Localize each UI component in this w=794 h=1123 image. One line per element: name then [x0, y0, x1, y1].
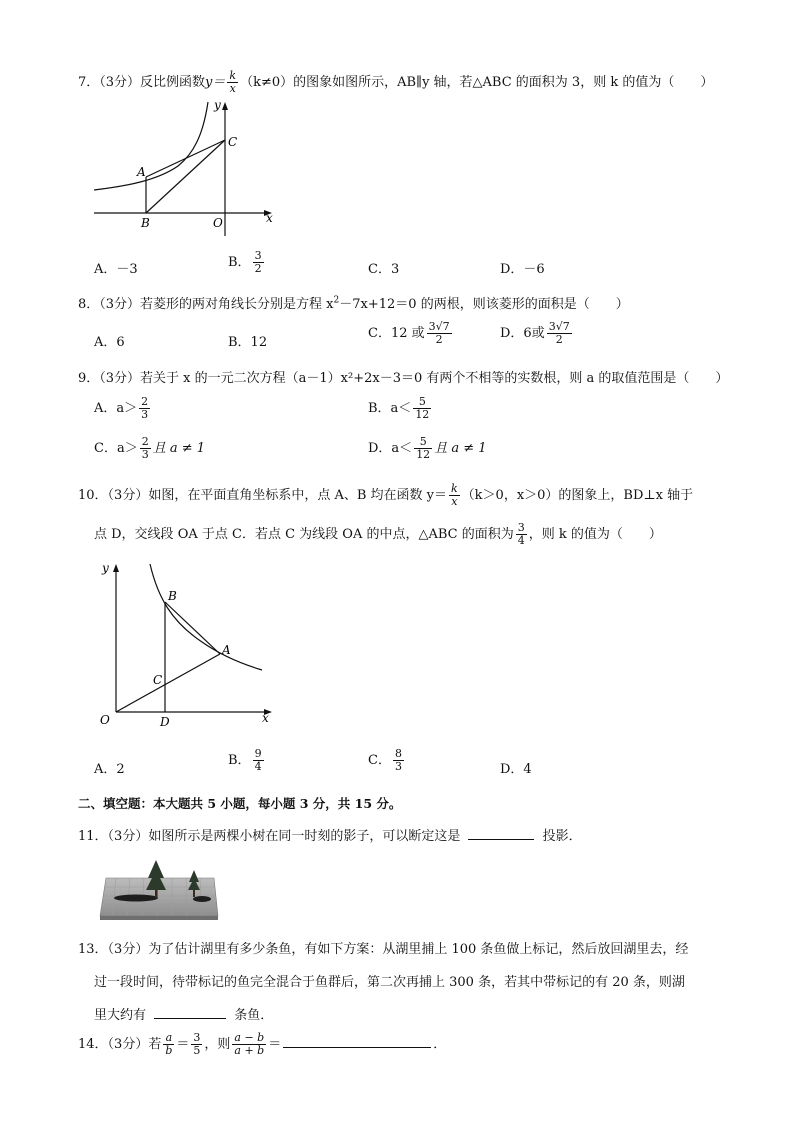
- q7-y-arrow: [222, 102, 228, 110]
- q10-label-x: x: [262, 711, 269, 725]
- q10-option-d[interactable]: D．4: [500, 762, 532, 777]
- q7-label-o: O: [213, 216, 223, 230]
- q10-segment-oa: [116, 654, 220, 712]
- q10-label-o: O: [100, 713, 110, 727]
- q7-option-d[interactable]: D．－6: [500, 262, 545, 277]
- q7-segment-ac: [146, 140, 225, 177]
- q7-label-b: B: [141, 216, 150, 230]
- q8-option-a[interactable]: A．6: [94, 335, 125, 350]
- section-fill-in-heading: 二、填空题：本大题共 5 小题，每小题 3 分，共 15 分。: [78, 796, 402, 811]
- q7-figure: [88, 96, 288, 244]
- q9-option-d[interactable]: D．a＜ $\frac{5}{12}$ 且 a ≠ 1: [368, 435, 487, 461]
- q9-option-a[interactable]: A．a＞ $\frac{2}{3}$: [94, 395, 149, 421]
- q9-option-b[interactable]: B．a＜ $\frac{5}{12}$: [368, 395, 430, 421]
- q14-answer-blank[interactable]: [283, 1035, 431, 1048]
- q7-option-a[interactable]: A．－3: [94, 262, 138, 277]
- q11-tree-left-icon: [146, 860, 166, 890]
- q8-option-b[interactable]: B．12: [228, 335, 268, 350]
- q10-option-a[interactable]: A．2: [94, 762, 125, 777]
- q7-label-y: y: [214, 98, 221, 112]
- q7-label-a: A: [137, 165, 146, 179]
- q9-stem: 9．（3分）若关于 x 的一元二次方程（a－1）x²+2x－3＝0 有两个不相等的实数根，则 a 的取值范围是（ ）: [78, 371, 729, 386]
- q10-label-b: B: [168, 589, 177, 603]
- q7-option-c[interactable]: C．3: [368, 262, 400, 277]
- q13-line2: 过一段时间，待带标记的鱼完全混合于鱼群后，第二次再捕上 300 条，若其中带标记的有 20 条，则湖: [94, 975, 685, 990]
- q7-label-c: C: [228, 135, 238, 149]
- q10-option-b[interactable]: B． $\frac{9}{4}$: [228, 747, 262, 773]
- q11-answer-blank[interactable]: [468, 827, 534, 840]
- q8-option-c[interactable]: C．12 或 $\frac{3√7}{2}$: [368, 320, 450, 346]
- q13-answer-blank[interactable]: [154, 1006, 226, 1019]
- q10-label-d: D: [160, 715, 170, 729]
- q13-line3: 里大约有 条鱼．: [94, 1008, 274, 1023]
- q11-ground-edge: [100, 916, 218, 920]
- q13-line1: 13．（3分）为了估计湖里有多少条鱼，有如下方案：从湖里捕上 100 条鱼做上标记，然后放回湖里去，经: [78, 942, 689, 957]
- q10-segment-ab: [165, 602, 220, 654]
- q10-option-c[interactable]: C． $\frac{8}{3}$: [368, 747, 402, 773]
- q7-stem: 7．（3分）反比例函数y＝ $\frac{k}{x}$ （k≠0）的图象如图所示，AB∥y 轴，若△ABC 的面积为 3，则 k 的值为（ ）: [78, 69, 714, 95]
- q10-label-y: y: [102, 561, 109, 575]
- q8-option-d[interactable]: D．6或 $\frac{3√7}{2}$: [500, 320, 570, 346]
- q11-shadow-left: [114, 895, 158, 902]
- q10-stem-line2: 点 D，交线段 OA 于点 C．若点 C 为线段 OA 的中点，△ABC 的面积为 $\frac{3}{4}$ ，则 k 的值为（ ）: [94, 521, 662, 547]
- q7-label-x: x: [266, 211, 273, 225]
- q11-shadow-right: [193, 896, 211, 902]
- q10-figure: [92, 558, 282, 730]
- q9-option-c[interactable]: C．a＞ $\frac{2}{3}$ 且 a ≠ 1: [94, 435, 206, 461]
- q7-option-b[interactable]: B． $\frac{3}{2}$: [228, 249, 262, 275]
- q11-tree-right-trunk: [193, 890, 195, 897]
- q10-stem-line1: 10．（3分）如图，在平面直角坐标系中，点 A、B 均在函数 y＝ $\frac{k}{x}$ （k＞0，x＞0）的图象上，BD⊥x 轴于: [78, 482, 694, 508]
- q11-tree-left-trunk: [155, 890, 158, 898]
- q11-trees-image: [96, 856, 220, 922]
- q10-label-a: A: [222, 643, 231, 657]
- q10-hyperbola: [150, 564, 262, 670]
- q10-y-arrow: [113, 564, 119, 572]
- q11-stem: 11．（3分）如图所示是两棵小树在同一时刻的影子，可以断定这是 投影．: [78, 829, 582, 844]
- q10-label-c: C: [153, 673, 163, 687]
- q14-stem: 14．（3分）若 $\frac{a}{b}$ ＝ $\frac{3}{5}$ ，则 $\frac{a - b}{a + b}$ ＝ ．: [78, 1031, 447, 1057]
- q8-stem: 8．（3分）若菱形的两对角线长分别是方程 $x^2-7x+12=0$ 的两根，则该菱形的面积是（ ）: [78, 295, 629, 312]
- q7-hyperbola: [94, 102, 208, 190]
